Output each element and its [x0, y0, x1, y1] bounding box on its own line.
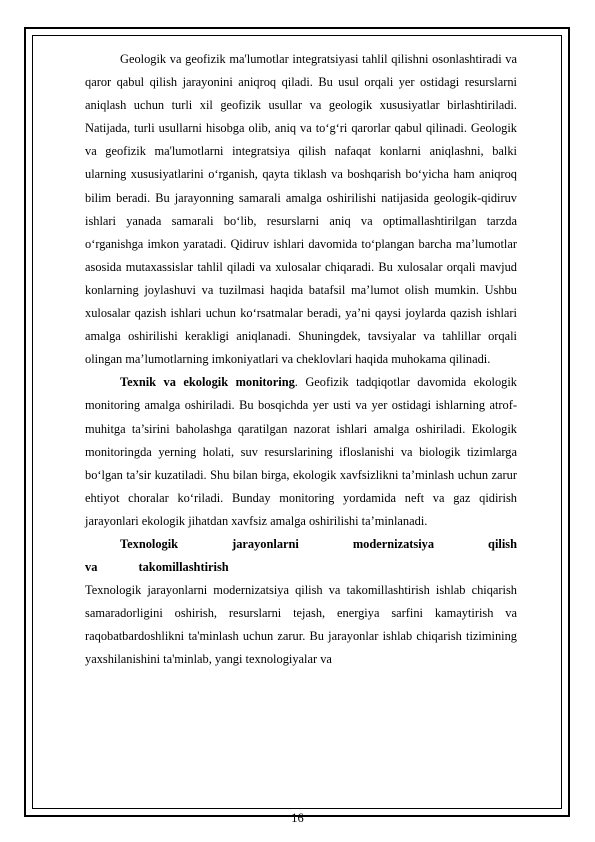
- page-content: [85, 48, 517, 672]
- page-number: 16: [291, 811, 304, 825]
- section-heading-modernization: Texnologik jarayonlarni modernizatsiya qilish va takomillashtirish: [85, 536, 517, 575]
- paragraph-modernization: Texnologik jarayonlarni modernizatsiya qilish va takomillashtirish ishlab chiqarish samaradorligini oshirish, resurslarni tejash, energiya sarfini kamaytirish va raqobatbardoshlikni ta'minlash uchun zarur. Bu jarayonlar ishlab chiqarish tizimining yaxshilanishini ta'minlab, yangi texnologiyalar va: [85, 583, 517, 667]
- monitoring-body: . Geofizik tadqiqotlar davomida ekologik monitoring amalga oshiriladi. Bu bosqichda yer usti va yer ostidagi ishlarning atrof-muhitga ta’sirini baholashga qaratilgan nazorat ishlari amalga oshiriladi. Ekologik monitoringda yerning holati, suv resurslarining ifloslanishi va biologik tizimlarga bo‘lgan ta’sir kuzatiladi. Shu bilan birga, ekologik xavfsizlikni ta’minlash uchun zarur ehtiyot choralar ko‘riladi. Bunday monitoring yordamida neft va gaz qidirish jarayonlari ekologik jihatdan xavfsiz amalga oshirilishi ta’minlanadi.: [85, 375, 517, 528]
- monitoring-title: Texnik va ekologik monitoring: [120, 375, 295, 390]
- paragraph-monitoring: [85, 371, 517, 533]
- paragraph-integration: Geologik va geofizik ma'lumotlar integratsiyasi tahlil qilishni osonlashtiradi va qaror qabul qilish jarayonini aniqroq qiladi. Bu usul orqali yer ostidagi resurslarni aniqlash uchun turli xil geofizik usullar va geologik xususiyatlar birlashtiriladi. Natijada, turli usullarni hisobga olib, aniq va to‘g‘ri qarorlar qabul qilinadi. Geologik va geofizik ma'lumotlarni integratsiya qilish nafaqat konlarni aniqlashni, balki ularning xususiyatlarini o‘rganish, qayta tiklash va boshqarish bo‘yicha ham aniqroq bilim beradi. Bu jarayonning samarali amalga oshirilishi natijasida geologik-qidiruv ishlari yanada samarali bo‘lib, resurslarni aniq va optimallashtirilgan tarzda o‘rganishga imkon yaratadi. Qidiruv ishlari davomida to‘plangan barcha ma’lumotlar asosida mutaxassislar tahlil qiladi va xulosalar chiqaradi. Bu xulosalar orqali mavjud konlarning joylashuvi va tuzilmasi haqida batafsil ma’lumot olish mumkin. Ushbu xulosalar qazish ishlari uchun ko‘rsatmalar beradi, ya’ni qaysi joylarda qazish ishlari amalga oshirilishi kerakligi aniqlanadi. Shuningdek, tavsiyalar va tahlillar orqali olingan ma’lumotlarning imkoniyatlari va cheklovlari haqida muhokama qilinadi.: [85, 52, 517, 367]
